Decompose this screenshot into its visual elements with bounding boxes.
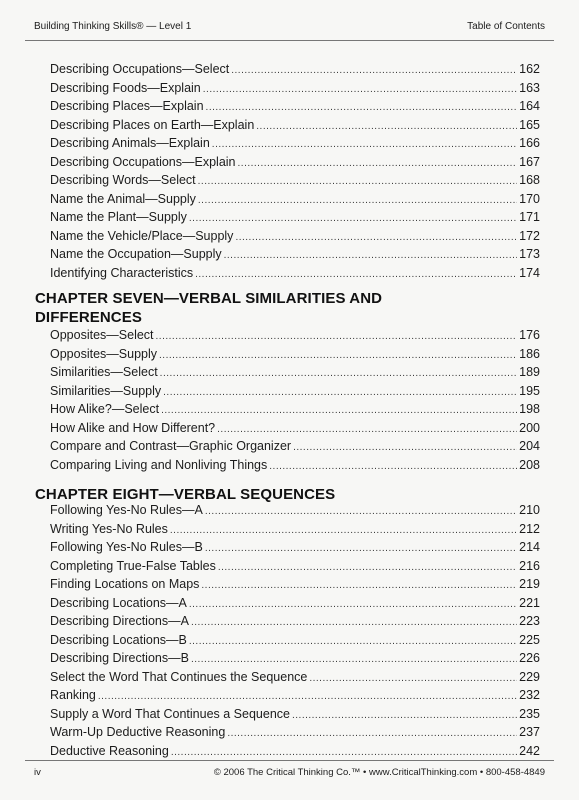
dot-leader — [206, 102, 518, 113]
dot-leader — [191, 617, 517, 628]
toc-entry — [50, 540, 540, 559]
toc-entry — [50, 384, 540, 403]
footer-rule — [25, 760, 554, 761]
toc-entry — [50, 247, 540, 266]
toc-entry-page: 186 — [519, 346, 540, 361]
toc-entry-page: 226 — [519, 651, 540, 665]
page-header — [34, 21, 545, 32]
dot-leader — [231, 65, 517, 76]
toc-entry-title: Deductive Reasoning — [50, 743, 169, 758]
dot-leader — [191, 654, 517, 665]
toc-entry — [50, 725, 540, 744]
toc-entry-title: Describing Places on Earth—Explain — [50, 117, 255, 132]
toc-entry-page: 235 — [519, 706, 540, 721]
toc-entry-page: 210 — [519, 503, 540, 517]
toc-entry — [50, 99, 540, 118]
toc-entry-page: 232 — [519, 688, 540, 702]
toc-entry — [50, 365, 540, 384]
toc-entry-title: Describing Occupations—Explain — [50, 154, 236, 169]
toc-entry — [50, 439, 540, 458]
toc-entry — [50, 670, 540, 689]
toc-entry-title: How Alike and How Different? — [50, 420, 216, 435]
toc-entry-page: 174 — [519, 265, 540, 280]
toc-entry-page: 171 — [519, 210, 540, 224]
toc-entry — [50, 210, 540, 229]
dot-leader — [205, 506, 517, 517]
dot-leader — [205, 543, 517, 554]
dot-leader — [198, 195, 517, 206]
toc-entry-page: 219 — [519, 577, 540, 591]
toc-entry-page: 176 — [519, 328, 540, 342]
toc-entry-title: Following Yes-No Rules—B — [50, 540, 203, 554]
chapter-eight-entries-list — [50, 503, 540, 762]
dot-leader — [227, 728, 517, 739]
toc-entry-page: 167 — [519, 154, 540, 169]
toc-entry-title: How Alike?—Select — [50, 402, 160, 416]
toc-entry — [50, 688, 540, 707]
toc-entry — [50, 633, 540, 652]
toc-entry-page: 212 — [519, 521, 540, 536]
toc-entry-page: 208 — [519, 457, 540, 472]
toc-entry-page: 204 — [519, 439, 540, 453]
book-title: Building Thinking Skills® — Level 1 — [34, 21, 192, 32]
toc-entry — [50, 421, 540, 440]
toc-entry-page: 195 — [519, 383, 540, 398]
toc-entry — [50, 503, 540, 522]
toc-entry-title: Select the Word That Continues the Sequence — [50, 669, 308, 684]
dot-leader — [218, 562, 517, 573]
toc-entry-page: 172 — [519, 228, 540, 243]
dot-leader — [293, 442, 517, 453]
toc-entry-title: Identifying Characteristics — [50, 265, 194, 280]
dot-leader — [292, 710, 517, 721]
toc-entry — [50, 62, 540, 81]
toc-entry — [50, 458, 540, 477]
toc-entry — [50, 347, 540, 366]
toc-entry — [50, 559, 540, 578]
toc-entry-page: 198 — [519, 402, 540, 416]
toc-entry-title: Name the Animal—Supply — [50, 191, 196, 206]
toc-entry-title: Warm-Up Deductive Reasoning — [50, 725, 226, 739]
dot-leader — [189, 599, 517, 610]
toc-entry-title: Describing Locations—A — [50, 595, 187, 610]
toc-entry-page: 223 — [519, 614, 540, 628]
dot-leader — [235, 232, 517, 243]
dot-leader — [160, 368, 517, 379]
copyright-line: © 2006 The Critical Thinking Co.™ • www.CriticalThinking.com • 800-458-4849 — [213, 767, 545, 778]
toc-entry — [50, 118, 540, 137]
toc-entry-title: Describing Places—Explain — [50, 99, 204, 113]
dot-leader — [195, 269, 517, 280]
dot-leader — [217, 424, 517, 435]
toc-entry-title: Comparing Living and Nonliving Things — [50, 457, 268, 472]
toc-entry-page: 163 — [519, 80, 540, 95]
toc-entry — [50, 707, 540, 726]
toc-entry — [50, 522, 540, 541]
toc-entry-title: Compare and Contrast—Graphic Organizer — [50, 439, 292, 453]
toc-entry-title: Similarities—Select — [50, 365, 158, 379]
continued-entries-list — [50, 62, 540, 284]
toc-entry-title: Name the Vehicle/Place—Supply — [50, 228, 234, 243]
toc-entry-title: Describing Directions—A — [50, 614, 189, 628]
page-footer — [34, 767, 545, 778]
chapter-seven-heading: CHAPTER SEVEN—VERBAL SIMILARITIES AND DIFFERENCES — [35, 290, 383, 326]
toc-entry — [50, 402, 540, 421]
dot-leader — [203, 84, 517, 95]
dot-leader — [161, 405, 517, 416]
toc-entry-title: Describing Directions—B — [50, 651, 189, 665]
page-number: iv — [34, 767, 41, 778]
toc-entry-title: Describing Foods—Explain — [50, 80, 201, 95]
toc-entry-title: Similarities—Supply — [50, 383, 162, 398]
toc-entry-page: 214 — [519, 540, 540, 554]
toc-entry-page: 166 — [519, 136, 540, 150]
dot-leader — [163, 387, 517, 398]
toc-entry-title: Finding Locations on Maps — [50, 577, 200, 591]
toc-entry-page: 229 — [519, 669, 540, 684]
toc-entry-title: Describing Animals—Explain — [50, 136, 210, 150]
toc-entry-title: Following Yes-No Rules—A — [50, 503, 203, 517]
dot-leader — [256, 121, 517, 132]
toc-entry-title: Opposites—Select — [50, 328, 154, 342]
toc-entry — [50, 155, 540, 174]
chapter-eight-heading: CHAPTER EIGHT—VERBAL SEQUENCES — [35, 486, 336, 503]
toc-entry-title: Describing Words—Select — [50, 173, 196, 187]
dot-leader — [309, 673, 517, 684]
toc-entry-page: 162 — [519, 62, 540, 76]
toc-entry-title: Describing Locations—B — [50, 632, 187, 647]
dot-leader — [189, 213, 517, 224]
toc-entry-page: 164 — [519, 99, 540, 113]
toc-entry — [50, 614, 540, 633]
dot-leader — [170, 525, 517, 536]
dot-leader — [212, 139, 517, 150]
toc-entry-title: Completing True-False Tables — [50, 558, 216, 573]
toc-entry-page: 200 — [519, 420, 540, 435]
dot-leader — [238, 158, 518, 169]
header-rule — [25, 40, 554, 41]
toc-entry — [50, 596, 540, 615]
chapter-seven-entries-list — [50, 328, 540, 476]
toc-entry-page: 168 — [519, 173, 540, 187]
toc-entry-page: 165 — [519, 117, 540, 132]
dot-leader — [224, 250, 518, 261]
toc-entry-page: 173 — [519, 247, 540, 261]
toc-entry-title: Describing Occupations—Select — [50, 62, 230, 76]
toc-entry-title: Writing Yes-No Rules — [50, 521, 168, 536]
toc-entry-title: Supply a Word That Continues a Sequence — [50, 706, 290, 721]
toc-entry-page: 237 — [519, 725, 540, 739]
dot-leader — [269, 461, 517, 472]
toc-entry — [50, 173, 540, 192]
dot-leader — [189, 636, 517, 647]
toc-entry-page: 170 — [519, 191, 540, 206]
toc-entry — [50, 266, 540, 285]
toc-entry — [50, 328, 540, 347]
toc-entry-page: 242 — [519, 743, 540, 758]
toc-entry-title: Name the Plant—Supply — [50, 210, 187, 224]
dot-leader — [171, 747, 517, 758]
dot-leader — [198, 176, 517, 187]
toc-entry-page: 189 — [519, 365, 540, 379]
toc-entry-title: Opposites—Supply — [50, 346, 158, 361]
toc-entry — [50, 229, 540, 248]
toc-entry — [50, 651, 540, 670]
dot-leader — [98, 691, 517, 702]
toc-entry — [50, 577, 540, 596]
toc-entry-page: 225 — [519, 632, 540, 647]
dot-leader — [159, 350, 517, 361]
toc-entry — [50, 81, 540, 100]
toc-entry-title: Name the Occupation—Supply — [50, 247, 222, 261]
toc-entry-page: 216 — [519, 558, 540, 573]
dot-leader — [201, 580, 517, 591]
toc-entry-page: 221 — [519, 595, 540, 610]
toc-entry — [50, 136, 540, 155]
section-title: Table of Contents — [467, 21, 545, 32]
toc-entry-title: Ranking — [50, 688, 96, 702]
dot-leader — [156, 331, 518, 342]
toc-entry — [50, 192, 540, 211]
